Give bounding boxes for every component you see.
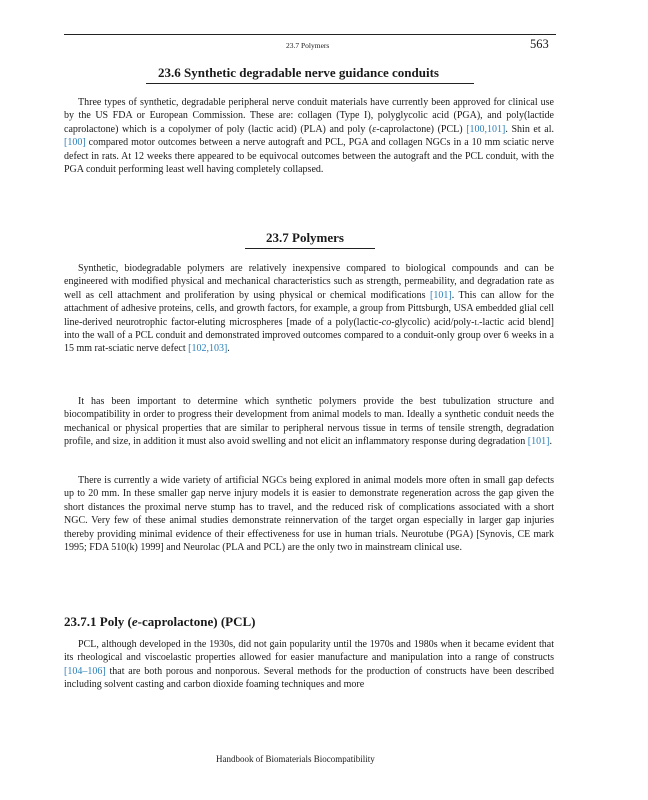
text-run: -glycolic) acid/poly- bbox=[391, 316, 475, 328]
text-run: -lactic acid blend] into the wall of a PCL conduit and demonstrated improved outcomes compared to a conduit-only group over 6 weeks in a 15 mm rat-sciatic nerve defect bbox=[64, 316, 555, 355]
citation-link[interactable]: [101] bbox=[527, 436, 550, 448]
citation-link[interactable]: [100,101] bbox=[466, 123, 506, 135]
citation-link[interactable]: [101] bbox=[430, 289, 452, 301]
section-title-23-6: 23.6 Synthetic degradable nerve guidance conduits bbox=[158, 65, 439, 80]
text-italic: co bbox=[381, 316, 392, 328]
text-run: Synthetic, biodegradable polymers are relatively inexpensive compared to biological compounds and can be engineered with modified physical and mechanical characteristics such as strength, permeability, and degradation rate as well as cell attachment and proliferation by using physical or chemical modifications bbox=[64, 263, 554, 301]
section-title-rule bbox=[146, 83, 474, 84]
text-italic-epsilon: ε bbox=[372, 123, 377, 135]
text-run: -caprolactone) (PCL) bbox=[137, 614, 256, 629]
citation-link[interactable]: [104–106] bbox=[64, 665, 106, 677]
text-run: that are both porous and nonporous. Several methods for the production of constructs have been described including solvent casting and carbon dioxide foaming techniques and more bbox=[64, 665, 554, 691]
subsection-title-pcl bbox=[64, 614, 255, 630]
text-run: . Shin et al. bbox=[505, 123, 554, 135]
citation-link[interactable]: [100] bbox=[64, 137, 86, 149]
text-run: compared motor outcomes between a nerve autograft and PCL, PGA and collagen NGCs in a 10 mm sciatic nerve defect in rats. At 12 weeks there appeared to be equivocal outcomes between the autograft and the PCL conduit, with the PGA conduit performing least well having completely collapsed. bbox=[64, 137, 554, 176]
text-run: There is currently a wide variety of artificial NGCs being explored in animal models more often in small gap defects up to 20 mm. In these smaller gap nerve injury models it is easier to demonstrate regeneration across the gap given the short distances the proximal nerve stump has to travel, and the reduced risk of complications associated with a short NGC. Very few of these animal studies demonstrate reinnervation of the target organ especially in larger gap injuries thereby providing minimal evidence of their effectiveness for use in human trials. Neurotube (PGA) [Synovis, CE mark 1995; FDA 510(k) 1999] and Neurolac (PLA and PCL) are the only two in mainstream clinical use. bbox=[64, 475, 554, 554]
paragraph-polymer-requirements bbox=[64, 395, 554, 449]
section-title-rule bbox=[245, 248, 375, 249]
running-head: 23.7 Polymers bbox=[286, 41, 330, 50]
citation-link[interactable]: [102,103] bbox=[188, 343, 228, 355]
text-run: . bbox=[227, 343, 230, 355]
header-rule bbox=[64, 34, 556, 35]
text-run: Three types of synthetic, degradable peripheral nerve conduit materials have currently been approved for clinical use by the US FDA or European Commission. These are: collagen (Type I), polyglycolic acid (PGA), and poly(lactide caprolactone) which is a copolymer of poly (lactic acid) (PLA) and poly ( bbox=[64, 97, 554, 135]
text-smallcaps: L bbox=[474, 317, 480, 327]
text-italic: e bbox=[131, 614, 138, 629]
text-run: PCL, although developed in the 1930s, did not gain popularity until the 1970s and 1980s when it became evident that its rheological and viscoelastic properties allowed for easier manufacture and manipulation into a range of constructs bbox=[64, 639, 554, 664]
footer-book-title: Handbook of Biomaterials Biocompatibility bbox=[216, 754, 375, 764]
paragraph-pcl bbox=[64, 638, 554, 692]
text-run: 23.7.1 Poly ( bbox=[64, 614, 132, 629]
paragraph-polymers-intro bbox=[64, 262, 554, 356]
text-run: It has been important to determine which synthetic polymers provide the best tubulization structure and biocompatibility in order to progress their development from animal models to man. Ideally a synthetic conduit needs the mechanical or physical properties that are similar to peripheral nervous tissue in terms of tensile strength, degradation profile, and size, in addition it must also avoid swelling and not elicit an inflammatory response during degradation bbox=[64, 396, 554, 448]
text-run: -caprolactone) (PCL) bbox=[376, 123, 467, 135]
text-run: . bbox=[549, 436, 552, 448]
section-title-23-7: 23.7 Polymers bbox=[266, 230, 344, 245]
page-number: 563 bbox=[530, 37, 549, 51]
text-run: . This can allow for the attachment of adhesive proteins, cells, and growth factors, for example, a group from Pittsburgh, USA embedded glial cell line-derived neurotrophic factor-eluting microspheres [made of a poly(lactic- bbox=[64, 289, 555, 328]
paragraph-animal-models bbox=[64, 474, 554, 554]
paragraph-nerve-conduits bbox=[64, 96, 554, 176]
